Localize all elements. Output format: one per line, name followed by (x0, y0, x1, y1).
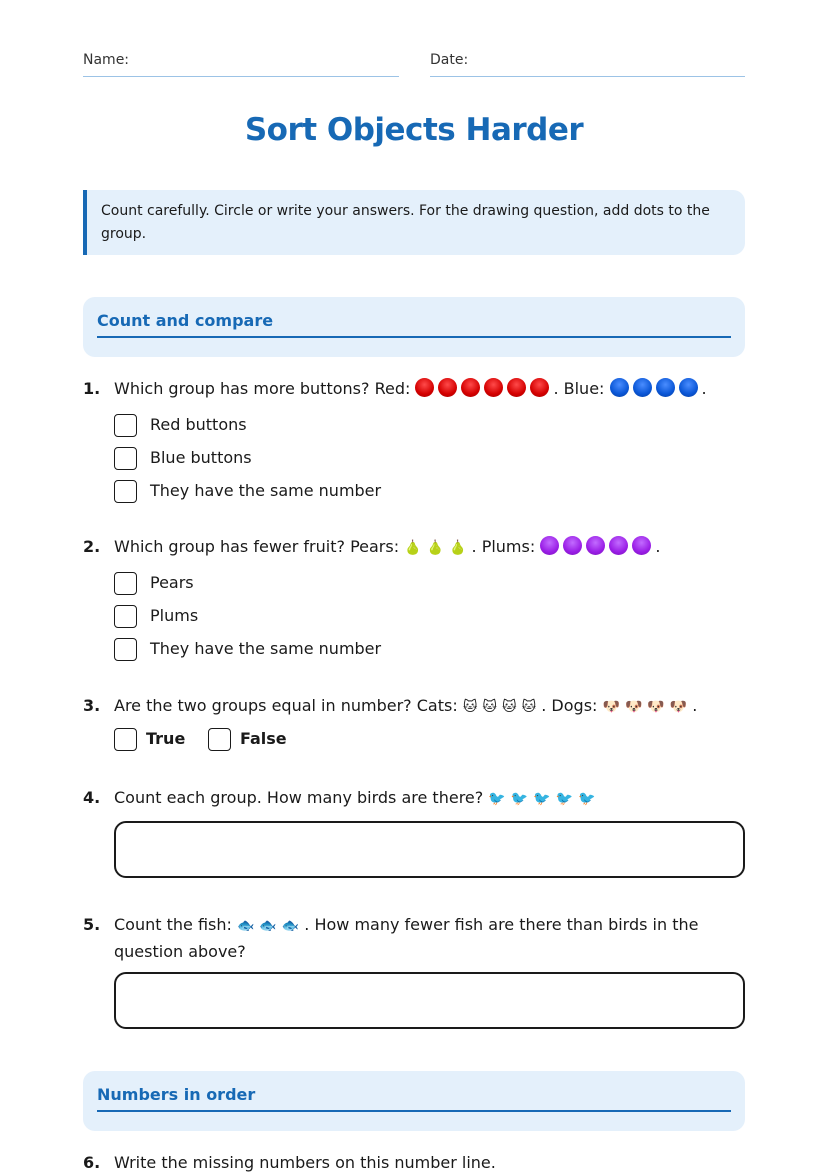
checkbox[interactable] (114, 728, 137, 751)
option-label: Plums (150, 606, 199, 625)
question-text-part: . (701, 379, 707, 398)
plum-icon (540, 536, 559, 555)
pear-icon: 🍐 (449, 540, 467, 556)
question-number: 4. (83, 788, 101, 807)
cat-icon: 🐱 (502, 699, 517, 715)
name-label: Name: (83, 52, 130, 68)
cat-icon: 🐱 (462, 699, 478, 715)
red-button-group (415, 379, 553, 398)
blue-button-icon (610, 378, 629, 397)
cat-icon: 🐱 (521, 699, 537, 715)
blue-button-group (610, 379, 702, 398)
pear-group (404, 537, 471, 556)
question-number: 2. (83, 537, 101, 556)
option-label: Pears (150, 573, 194, 592)
cat-group (463, 696, 541, 715)
option-label: They have the same number (150, 639, 382, 658)
section-title: Numbers in order (97, 1085, 731, 1112)
name-field[interactable] (83, 52, 399, 77)
header-fields (83, 52, 745, 78)
pear-icon: 🍐 (404, 540, 422, 556)
blue-button-icon (633, 378, 652, 397)
section-title: Count and compare (97, 311, 731, 338)
worksheet-title: Sort Objects Harder (244, 112, 584, 148)
question-number: 3. (83, 696, 101, 715)
plum-group (540, 537, 655, 556)
question-text-part: Which group has fewer fruit? Pears: (114, 537, 400, 556)
question-number: 1. (83, 379, 101, 398)
bird-icon: 🐦 (578, 791, 596, 807)
fish-icon: 🐟 (236, 918, 255, 934)
red-button-icon (461, 378, 480, 397)
answer-box-5[interactable] (114, 972, 745, 1029)
option-label: Red buttons (150, 415, 247, 434)
option-label: They have the same number (150, 481, 382, 500)
plum-icon (609, 536, 628, 555)
fish-icon: 🐟 (281, 918, 300, 934)
blue-button-icon (656, 378, 675, 397)
bird-icon: 🐦 (510, 791, 529, 807)
red-button-icon (530, 378, 549, 397)
answer-box-4[interactable] (114, 821, 745, 878)
checkbox[interactable] (208, 728, 231, 751)
plum-icon (632, 536, 651, 555)
checkbox[interactable] (114, 605, 137, 628)
question-text (114, 376, 745, 401)
checkbox[interactable] (114, 447, 137, 470)
question-number: 6. (83, 1153, 101, 1172)
date-label: Date: (430, 52, 469, 68)
bird-icon: 🐦 (533, 791, 551, 807)
option-label: Blue buttons (150, 448, 252, 467)
question-text (114, 693, 745, 720)
red-button-icon (507, 378, 526, 397)
blue-button-icon (679, 378, 698, 397)
question-text-part: Are the two groups equal in number? Cats: (114, 696, 458, 715)
question-text (114, 785, 745, 812)
checkbox[interactable] (114, 572, 137, 595)
red-button-icon (438, 378, 457, 397)
section-numbers-in-order (83, 1071, 745, 1131)
red-button-icon (415, 378, 434, 397)
plum-icon (586, 536, 605, 555)
dog-icon: 🐶 (669, 699, 688, 715)
question-number: 5. (83, 915, 101, 934)
dog-icon: 🐶 (602, 699, 620, 715)
question-text (114, 534, 745, 561)
fish-group (237, 915, 304, 934)
pear-icon: 🍐 (426, 540, 445, 556)
dog-group (603, 696, 693, 715)
option-label: True (146, 729, 186, 748)
checkbox[interactable] (114, 480, 137, 503)
bird-icon: 🐦 (488, 791, 506, 807)
date-field[interactable] (430, 52, 745, 77)
dog-icon: 🐶 (624, 699, 643, 715)
question-text-part: . Blue: (553, 379, 605, 398)
checkbox[interactable] (114, 414, 137, 437)
question-text: Write the missing numbers on this number line. (114, 1153, 496, 1172)
question-text-part: . (655, 537, 661, 556)
bird-icon: 🐦 (555, 791, 574, 807)
question-text-part: Count the fish: (114, 915, 232, 934)
red-button-icon (484, 378, 503, 397)
section-count-and-compare (83, 297, 745, 357)
checkbox[interactable] (114, 638, 137, 661)
instructions-panel: Count carefully. Circle or write your answers. For the drawing question, add dots to the group. (83, 190, 745, 255)
option-label: False (240, 729, 287, 748)
question-text-part: Count each group. How many birds are there? (114, 788, 484, 807)
fish-icon: 🐟 (259, 918, 277, 934)
question-text-part: Which group has more buttons? Red: (114, 379, 411, 398)
question-text-part: . Plums: (471, 537, 536, 556)
cat-icon: 🐱 (482, 699, 498, 715)
question-text-part: . Dogs: (541, 696, 598, 715)
bird-group (488, 788, 600, 807)
question-text-part: . How many fewer fish are there than birds in the question above? (114, 915, 699, 961)
plum-icon (563, 536, 582, 555)
question-text (114, 912, 745, 964)
question-text-part: . (692, 696, 698, 715)
dog-icon: 🐶 (647, 699, 665, 715)
